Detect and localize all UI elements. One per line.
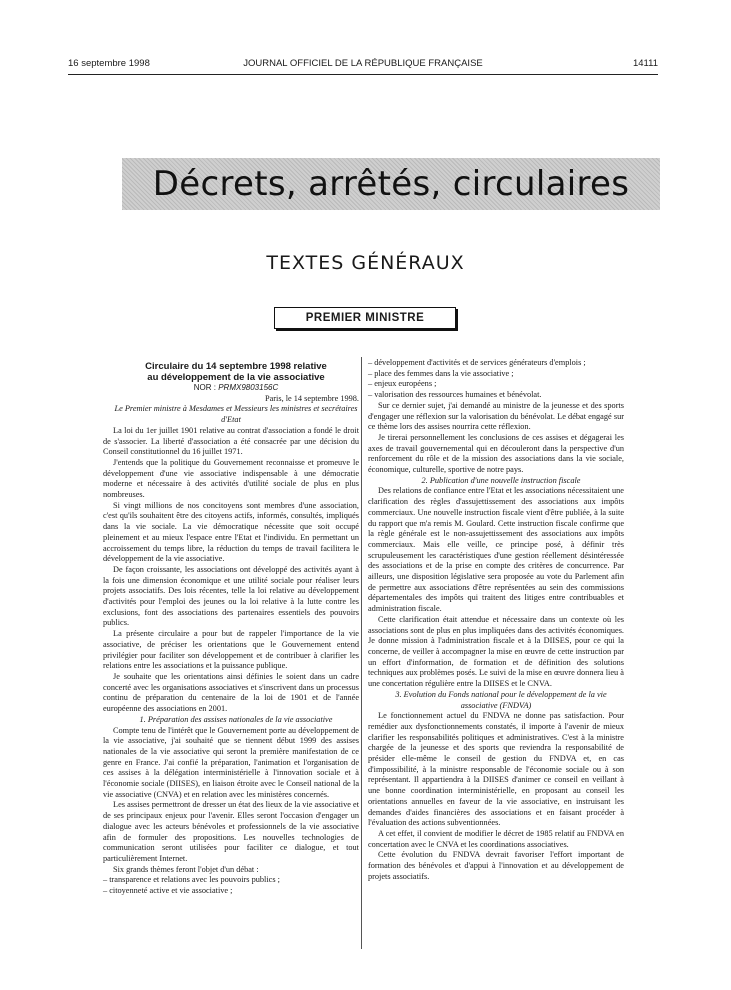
paragraph: Je souhaite que les orientations ainsi définies le soient dans un cadre concerté avec les organisations associatives et s'inscrivent dans un processus continu de préparation du centenaire de la loi de 1901 et de l'année européenne des associations en 2001. xyxy=(103,671,359,714)
paragraph: Six grands thèmes feront l'objet d'un débat : xyxy=(113,864,259,874)
ministry-box: PREMIER MINISTRE xyxy=(274,307,456,329)
header-page-number: 14111 xyxy=(632,58,658,69)
nor-value: PRMX9803156C xyxy=(218,383,279,392)
paragraph: Les assises permettront de dresser un état des lieux de la vie associative et de ses principaux enjeux pour l'avenir. Elles seront l'occasion d'engager un dialogue avec les acteurs bénévoles et professionnels de la vie associative afin de formuler des propositions. Les nouvelles technologies de communication seront utilisées pour faciliter ce dialogue, et tout particulièrement Internet. xyxy=(103,800,359,863)
list-item: – enjeux européens ; xyxy=(368,379,437,389)
paragraph: De façon croissante, les associations ont développé des activités ayant à la fois une dimension économique et une utilité sociale pour réaliser leurs projets associatifs. Des lois récentes, telle la loi relative au développement d'activités pour l'emploi des jeunes ou la loi relative à la lutte contre les exclusions, font des associations des partenaires essentiels des pouvoirs publics. xyxy=(103,564,359,628)
paragraph: Des relations de confiance entre l'Etat et les associations nécessitaient une clarification des règles d'assujettissement des associations aux impôts commerciaux. Une nouvelle instruction fiscale vient d'être publiée, à la suite du rapport que m'a remis M. Goulard. Cette instruction fiscale confirme que la règle générale est le non-assujettissement des associations aux impôts commerciaux. Mais elle veille, ce principe posé, à définir très scrupuleusement les caractéristiques d'une gestion réellement désintéressée des associations et de la prise en compte des critères de concurrence. Par ailleurs, une disposition législative sera proposée au vote du Parlement afin de permettre aux associations d'être représentées au sein des commissions départementales des impôts qui traitent des litiges entre contribuables et administration fiscale. xyxy=(368,486,624,614)
right-column xyxy=(368,358,624,882)
addressee: Le Premier ministre à Mesdames et Messieurs les ministres et secrétaires d'Etat xyxy=(114,404,358,425)
banner-title: Décrets, arrêtés, circulaires xyxy=(152,164,630,204)
section3-heading: 3. Evolution du Fonds national pour le développement de la vie associative (FNDVA) xyxy=(395,689,607,710)
left-column xyxy=(103,361,359,897)
list-item: – citoyenneté active et vie associative ; xyxy=(103,886,233,896)
paragraph: Compte tenu de l'intérêt que le Gouvernement porte au développement de la vie associative, j'ai souhaité que se tiennent début 1999 des assises nationales de la vie associative qui seront la première manifestation de ce genre en France. J'ai confié la préparation, l'animation et l'organisation de ces assises à la délégation interministérielle à l'innovation sociale et à l'économie sociale (DIISES), en liaison étroite avec le Conseil national de la vie associative (CNVA) et en relation avec les ministères concernés. xyxy=(103,725,359,799)
dateline: Paris, le 14 septembre 1998. xyxy=(264,393,359,403)
paragraph: Le fonctionnement actuel du FNDVA ne donne pas satisfaction. Pour remédier aux dysfonctionnements constatés, il importe à l'avenir de mieux clarifier les responsabilités politiques et administratives. C'est à la ministre chargée de la jeunesse et des sports que reviendra la responsabilité de présider elle-même le conseil de gestion du FNDVA et, en cas d'impossibilité, à la ministre responsable de l'économie sociale ou à son représentant. Il appartiendra à la DIISES d'animer ce conseil en veillant à une bonne coordination interministérielle, en proposant au conseil les orientations annuelles en faveur de la vie associative, en instruisant les demandes d'aides financières des associations et en faisant procéder à l'évaluation des actions subventionnées. xyxy=(368,711,624,828)
nor-reference xyxy=(103,383,359,394)
nor-label: NOR : xyxy=(193,383,216,392)
paragraph: La présente circulaire a pour but de rappeler l'importance de la vie associative, de préciser les orientations que le Gouvernement entend privilégier pour faciliter son développement et de contribuer à clarifier les relations entre les associations et la puissance publique. xyxy=(103,629,359,671)
column-divider xyxy=(361,357,362,949)
list-item: – valorisation des ressources humaines et bénévolat. xyxy=(368,390,542,400)
list-item: – transparence et relations avec les pouvoirs publics ; xyxy=(103,875,280,885)
paragraph: La loi du 1er juillet 1901 relative au contrat d'association a fondé le droit de s'associer. La liberté d'association a été consacrée par une décision du Conseil constitutionnel du 16 juillet 1971. xyxy=(103,425,359,457)
paragraph: Si vingt millions de nos concitoyens sont membres d'une association, c'est qu'ils souhaitent être des citoyens actifs, informés, consultés, impliqués dans la vie sociale. La vie démocratique nécessite que soit occupé pleinement et au mieux l'espace entre l'Etat et l'individu. En permettant un accroissement du temps libre, la réduction du temps de travail facilitera le développement de la vie associative. xyxy=(103,500,359,564)
paragraph: Cette clarification était attendue et nécessaire dans un contexte où les associations sont de plus en plus impliquées dans des activités économiques. Je donne mission à l'administration fiscale et à la DIISES, pour ce qui la concerne, de veiller à accompagner la mise en œuvre de cette instruction par un effort d'information, de formation et de définition des solutions techniques aux problèmes posés. Le suivi de la mise en œuvre donnera lieu à une concertation régulière entre la DIISES et le CNVA. xyxy=(368,614,624,689)
list-item: – développement d'activités et de services générateurs d'emplois ; xyxy=(368,358,586,367)
section1-heading: 1. Préparation des assises nationales de la vie associative xyxy=(139,714,333,724)
circular-title-line2: au développement de la vie associative xyxy=(147,372,325,383)
circular-title-line1: Circulaire du 14 septembre 1998 relative xyxy=(145,361,327,372)
paragraph: J'entends que la politique du Gouvernement reconnaisse et promeuve le développement d'une vie associative indispensable à une démocratie moderne et nécessaire à des activités d'utilité sociale de plus en plus nombreuses. xyxy=(103,457,359,500)
list-item: – place des femmes dans la vie associative ; xyxy=(368,368,514,378)
paragraph: Sur ce dernier sujet, j'ai demandé au ministre de la jeunesse et des sports d'engager une réflexion sur la valorisation du bénévolat. Le débat engagé sur ce thème lors des assises nourrira cette réflexion. xyxy=(368,400,624,432)
running-header xyxy=(68,58,658,74)
section2-heading: 2. Publication d'une nouvelle instruction fiscale xyxy=(421,475,581,485)
header-date: 16 septembre 1998 xyxy=(68,58,150,69)
paragraph: Cette évolution du FNDVA devrait favoriser l'effort important de formation des bénévoles et d'appui à l'innovation et au développement de projets associatifs. xyxy=(368,850,624,881)
paragraph: Je tirerai personnellement les conclusions de ces assises et dégagerai les axes de travail gouvernemental qui en découleront dans la perspective d'un renforcement du rôle et de la mission des associations dans la vie sociale, économique, culturelle, sportive de notre pays. xyxy=(368,432,624,475)
paragraph: A cet effet, il convient de modifier le décret de 1985 relatif au FNDVA en concertation avec le CNVA et les coordinations associatives. xyxy=(368,828,624,849)
section-banner xyxy=(122,158,660,210)
section-title: TEXTES GÉNÉRAUX xyxy=(266,252,465,274)
header-rule xyxy=(68,74,658,75)
header-journal-title: JOURNAL OFFICIEL DE LA RÉPUBLIQUE FRANÇAISE xyxy=(243,58,483,69)
